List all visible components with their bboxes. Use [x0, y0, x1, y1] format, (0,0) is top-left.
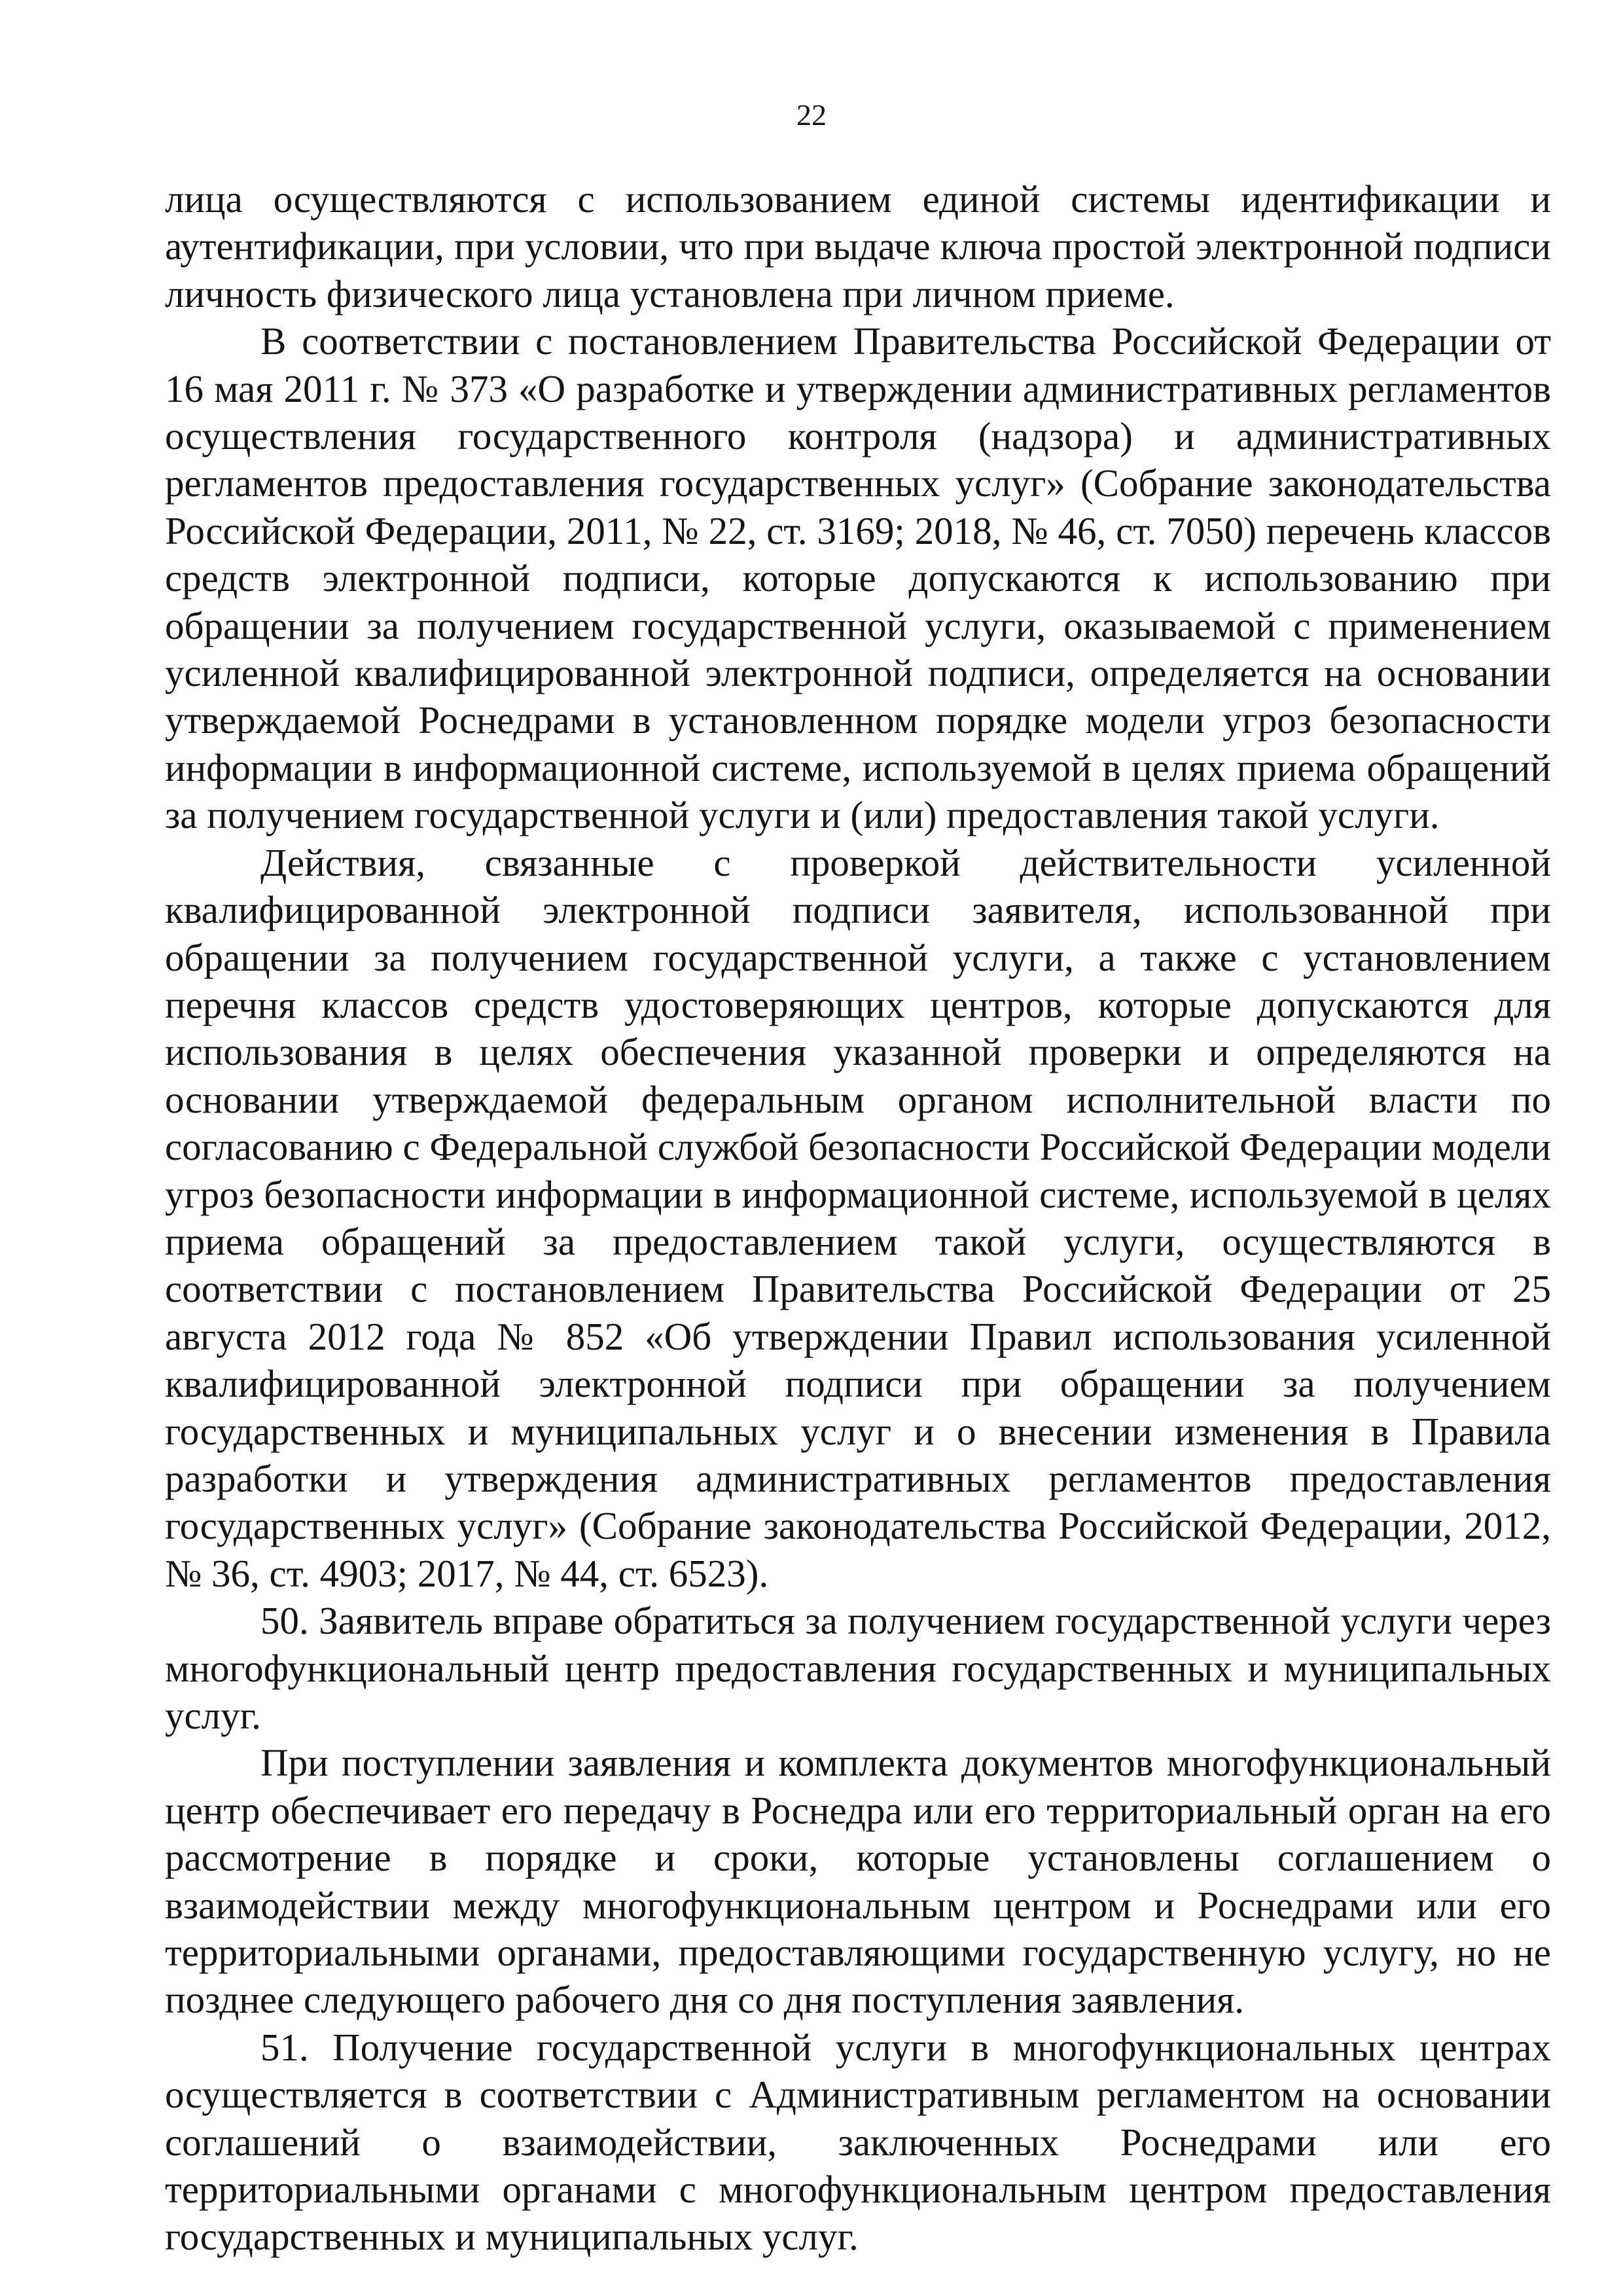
page-number: 22 — [796, 98, 827, 132]
paragraph-signature-verification: Действия, связанные с проверкой действительности усиленной квалифицированной электронной подписи заявителя, использованной при обращении за получением государственной услуги, а также с установлением перечня классов средств удостоверяющих центров, которые допускаются для использования в целях обеспечения указанной проверки и определяются на основании утверждаемой федеральным органом исполнительной власти по согласованию с Федеральной службой безопасности Российской Федерации модели угроз безопасности информации в информационной системе, используемой в целях приема обращений за предоставлением такой услуги, осуществляются в соответствии с постановлением Правительства Российской Федерации от 25 августа 2012 года № 852 «Об утверждении Правил использования усиленной квалифицированной электронной подписи при обращении за получением государственных и муниципальных услуг и о внесении изменения в Правила разработки и утверждения административных регламентов предоставления государственных услуг» (Собрание законодательства Российской Федерации, 2012, № 36, ст. 4903; 2017, № 44, ст. 6523). — [165, 840, 1551, 1595]
document-body — [165, 175, 1551, 2261]
paragraph-item-50: 50. Заявитель вправе обратиться за получением государственной услуги через многофункциональный центр предоставления государственных и муниципальных услуг. — [165, 1599, 1551, 1737]
paragraph-mfc-transfer: При поступлении заявления и комплекта документов многофункциональный центр обеспечивает его передачу в Роснедра или его территориальный орган на его рассмотрение в порядке и сроки, которые установлены соглашением о взаимодействии между многофункциональным центром и Роснедрами или его территориальными органами, предоставляющими государственную услугу, но не позднее следующего рабочего дня со дня поступления заявления. — [165, 1741, 1551, 2022]
paragraph-continuation: лица осуществляются с использованием единой системы идентификации и аутентификации, при условии, что при выдаче ключа простой электронной подписи личность физического лица установлена при личном приеме. — [165, 177, 1551, 315]
paragraph-resolution-373: В соответствии с постановлением Правительства Российской Федерации от 16 мая 2011 г. № 373 «О разработке и утверждении административных регламентов осуществления государственного контроля (надзора) и административных регламентов предоставления государственных услуг» (Собрание законодательства Российской Федерации, 2011, № 22, ст. 3169; 2018, № 46, ст. 7050) перечень классов средств электронной подписи, которые допускаются к использованию при обращении за получением государственной услуги, оказываемой с применением усиленной квалифицированной электронной подписи, определяется на основании утверждаемой Роснедрами в установленном порядке модели угроз безопасности информации в информационной системе, используемой в целях приема обращений за получением государственной услуги и (или) предоставления такой услуги. — [165, 319, 1551, 837]
paragraph-item-51: 51. Получение государственной услуги в многофункциональных центрах осуществляется в соответствии с Административным регламентом на основании соглашений о взаимодействии, заключенных Роснедрами или его территориальными органами с многофункциональным центром предоставления государственных и муниципальных услуг. — [165, 2025, 1551, 2259]
